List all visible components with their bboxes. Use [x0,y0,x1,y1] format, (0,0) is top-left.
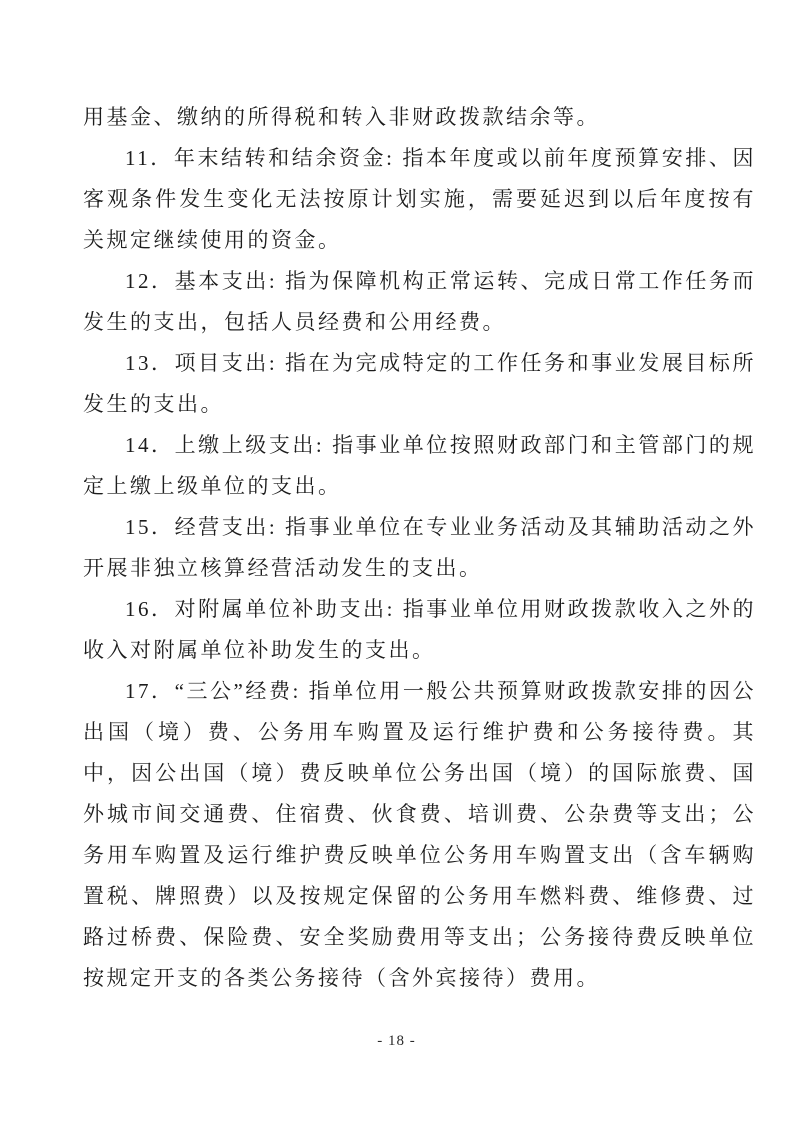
paragraph-item-12: 12．基本支出: 指为保障机构正常运转、完成日常工作任务而发生的支出，包括人员经费和公用经费。 [83,269,756,334]
paragraph-item-15: 15．经营支出: 指事业单位在专业业务活动及其辅助活动之外开展非独立核算经营活动发生的支出。 [83,515,756,580]
page-number: - 18 - [377,1033,416,1049]
paragraph-item-16: 16．对附属单位补助支出: 指事业单位用财政拨款收入之外的收入对附属单位补助发生的支出。 [83,597,756,662]
paragraph-item-11: 11．年末结转和结余资金: 指本年度或以前年度预算安排、因客观条件发生变化无法按原计划实施，需要延迟到以后年度按有关规定继续使用的资金。 [83,146,756,252]
paragraph-item-13: 13．项目支出: 指在为完成特定的工作任务和事业发展目标所发生的支出。 [83,351,756,416]
paragraph-item-17: 17．“三公”经费: 指单位用一般公共预算财政拨款安排的因公出国（境）费、公务用车购置及运行维护费和公务接待费。其中，因公出国（境）费反映单位公务出国（境）的国际旅费、国外城市间交通费、住宿费、伙食费、培训费、公杂费等支出；公务用车购置及运行维护费反映单位公务用车购置支出（含车辆购置税、牌照费）以及按规定保留的公务用车燃料费、维修费、过路过桥费、保险费、安全奖励费用等支出；公务接待费反映单位按规定开支的各类公务接待（含外宾接待）费用。 [83,679,756,990]
document-body [83,97,756,999]
paragraph-continuation: 用基金、缴纳的所得税和转入非财政拨款结余等。 [83,105,600,129]
paragraph-item-14: 14．上缴上级支出: 指事业单位按照财政部门和主管部门的规定上缴上级单位的支出。 [83,433,756,498]
